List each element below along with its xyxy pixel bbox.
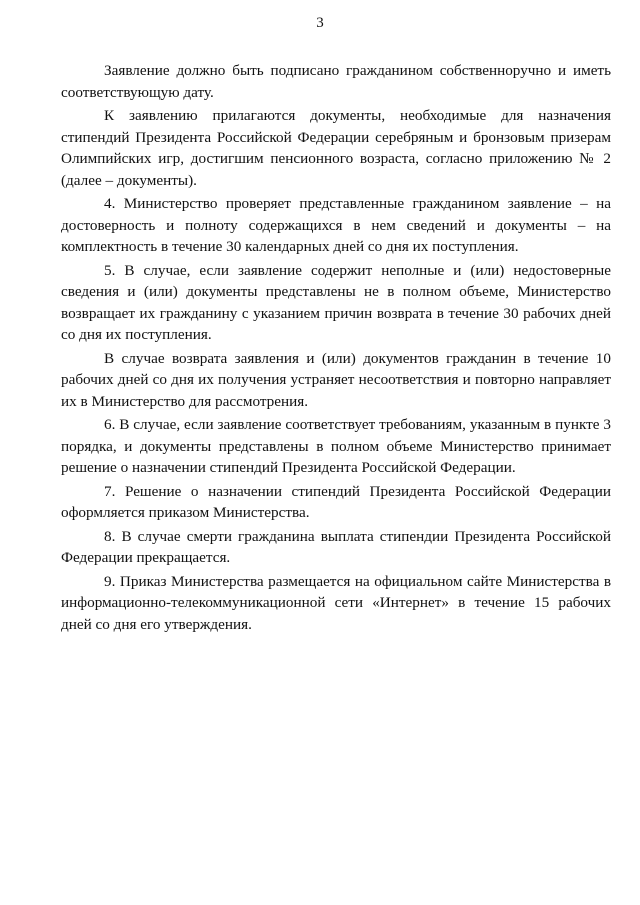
paragraph-item-8: 8. В случае смерти гражданина выплата стипендии Президента Российской Федерации прекращается.: [61, 527, 611, 566]
paragraph-item-6: 6. В случае, если заявление соответствует требованиям, указанным в пункте 3 порядка, и документы представлены в полном объеме Министерство принимает решение о назначении стипендий Президента Российской Федерации.: [61, 416, 611, 476]
page-number: 3: [316, 15, 324, 31]
paragraph-item-4: 4. Министерство проверяет представленные гражданином заявление – на достоверность и полноту содержащихся в нем сведений и документы – на комплектность в течение 30 календарных дней со дня их поступления.: [61, 195, 611, 255]
paragraph-item-5: 5. В случае, если заявление содержит неполные и (или) недостоверные сведения и (или) документы представлены не в полном объеме, Министерство возвращает их гражданину с указанием причин возврата в течение 30 рабочих дней со дня их поступления.: [61, 261, 611, 343]
paragraph-item-9: 9. Приказ Министерства размещается на официальном сайте Министерства в информационно-телекоммуникационной сети «Интернет» в течение 15 рабочих дней со дня его утверждения.: [61, 572, 611, 633]
paragraph-signature-requirement: Заявление должно быть подписано гражданином собственноручно и иметь соответствующую дату.: [61, 62, 611, 101]
paragraph-attached-documents: К заявлению прилагаются документы, необходимые для назначения стипендий Президента Российской Федерации серебряным и бронзовым призерам Олимпийских игр, достигшим пенсионного возраста, согласно приложению № 2 (далее – документы).: [61, 107, 611, 189]
paragraph-item-5-return: В случае возврата заявления и (или) документов гражданин в течение 10 рабочих дней со дня их получения устраняет несоответствия и повторно направляет их в Министерство для рассмотрения.: [61, 349, 611, 410]
paragraph-item-7: 7. Решение о назначении стипендий Президента Российской Федерации оформляется приказом Министерства.: [61, 482, 611, 521]
document-body: [61, 60, 611, 637]
